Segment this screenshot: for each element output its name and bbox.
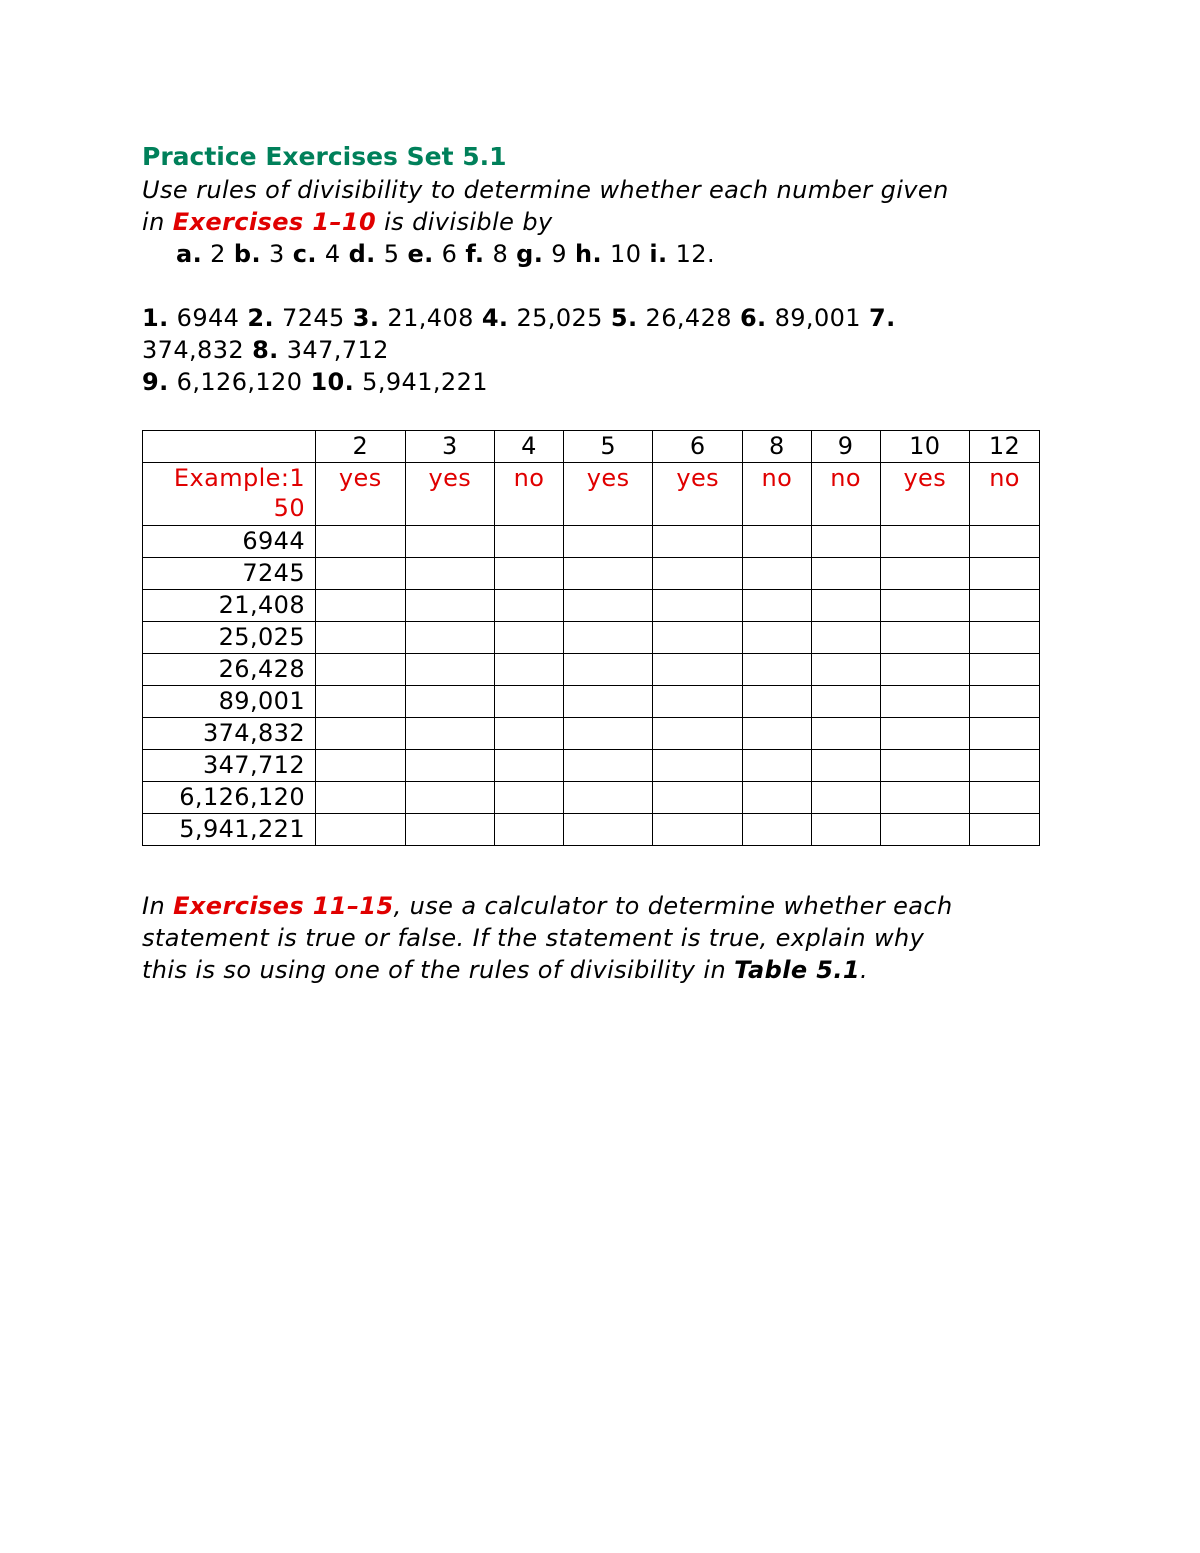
answer-cell[interactable] (970, 750, 1040, 782)
instructions-suffix: is divisible by (376, 208, 553, 236)
answer-cell[interactable] (970, 590, 1040, 622)
exercise-number: 10. (310, 368, 355, 396)
answer-cell[interactable] (880, 622, 970, 654)
exercise-value: 6944 (168, 304, 248, 332)
answer-cell[interactable] (563, 526, 653, 558)
answer-cell[interactable] (563, 782, 653, 814)
exercise-list-line-3 (142, 366, 1062, 398)
answer-cell[interactable] (653, 718, 743, 750)
example-answer: no (495, 463, 564, 526)
answer-cell[interactable] (880, 654, 970, 686)
divisor-letter: d. (348, 240, 376, 268)
closing-line-2: statement is true or false. If the statement is true, explain why (142, 924, 925, 952)
answer-cell[interactable] (405, 590, 495, 622)
divisor-column-header: 12 (970, 431, 1040, 463)
answer-cell[interactable] (316, 782, 406, 814)
closing-line-1-rest: , use a calculator to determine whether each (393, 892, 953, 920)
divisor-value: 2 (202, 240, 234, 268)
answer-cell[interactable] (563, 686, 653, 718)
divisibility-table (142, 430, 1040, 846)
exercise-value: 5,941,221 (354, 368, 488, 396)
divisor-letter: f. (465, 240, 485, 268)
divisor-column-header: 8 (742, 431, 811, 463)
answer-cell[interactable] (653, 622, 743, 654)
answer-cell[interactable] (495, 590, 564, 622)
table-row (143, 654, 1040, 686)
answer-cell[interactable] (563, 558, 653, 590)
row-number-label: 6,126,120 (143, 782, 316, 814)
instructions-prefix: in (142, 208, 173, 236)
answer-cell[interactable] (880, 718, 970, 750)
divisors-list (142, 238, 1062, 270)
answer-cell[interactable] (742, 814, 811, 846)
answer-cell[interactable] (316, 558, 406, 590)
table-row (143, 782, 1040, 814)
exercise-number: 9. (142, 368, 169, 396)
example-answer: yes (316, 463, 406, 526)
answer-cell[interactable] (811, 814, 880, 846)
answer-cell[interactable] (811, 782, 880, 814)
table-header-row (143, 431, 1040, 463)
answer-cell[interactable] (742, 654, 811, 686)
answer-cell[interactable] (495, 622, 564, 654)
answer-cell[interactable] (405, 814, 495, 846)
example-answer: no (811, 463, 880, 526)
answer-cell[interactable] (970, 654, 1040, 686)
example-row (143, 463, 1040, 526)
divisor-value: 8 (484, 240, 517, 268)
example-answer: yes (880, 463, 970, 526)
table-row (143, 558, 1040, 590)
answer-cell[interactable] (811, 558, 880, 590)
answer-cell[interactable] (653, 590, 743, 622)
answer-cell[interactable] (742, 622, 811, 654)
divisor-letter: e. (407, 240, 434, 268)
exercise-value: 7245 (274, 304, 353, 332)
divisor-value: 6 (433, 240, 466, 268)
answer-cell[interactable] (316, 590, 406, 622)
answer-cell[interactable] (316, 654, 406, 686)
divisor-letter: b. (233, 240, 261, 268)
row-number-label: 26,428 (143, 654, 316, 686)
exercise-number: 5. (610, 304, 638, 332)
answer-cell[interactable] (563, 718, 653, 750)
answer-cell[interactable] (563, 750, 653, 782)
answer-cell[interactable] (653, 782, 743, 814)
answer-cell[interactable] (653, 750, 743, 782)
answer-cell[interactable] (880, 750, 970, 782)
row-number-label: 89,001 (143, 686, 316, 718)
answer-cell[interactable] (316, 814, 406, 846)
divisor-value: 4 (316, 240, 349, 268)
answer-cell[interactable] (742, 750, 811, 782)
answer-cell[interactable] (316, 622, 406, 654)
divisor-column-header: 10 (880, 431, 970, 463)
row-number-label: 347,712 (143, 750, 316, 782)
table-row (143, 526, 1040, 558)
exercise-number: 1. (142, 304, 169, 332)
example-answer: yes (653, 463, 743, 526)
divisor-letter: c. (292, 240, 317, 268)
spacer (142, 270, 1062, 302)
exercise-number: 3. (352, 304, 380, 332)
divisor-column-header: 5 (563, 431, 653, 463)
row-number-label: 6944 (143, 526, 316, 558)
answer-cell[interactable] (495, 750, 564, 782)
divisor-column-header: 9 (811, 431, 880, 463)
answer-cell[interactable] (970, 814, 1040, 846)
table-row (143, 590, 1040, 622)
exercise-number: 6. (739, 304, 767, 332)
answer-cell[interactable] (970, 718, 1040, 750)
answer-cell[interactable] (495, 782, 564, 814)
row-number-label: 374,832 (143, 718, 316, 750)
page-title: Practice Exercises Set 5.1 (142, 142, 507, 171)
answer-cell[interactable] (880, 782, 970, 814)
divisor-column-header: 4 (495, 431, 564, 463)
answer-cell[interactable] (405, 686, 495, 718)
answer-cell[interactable] (880, 814, 970, 846)
answer-cell[interactable] (811, 526, 880, 558)
answer-cell[interactable] (742, 558, 811, 590)
divisor-letter: g. (516, 240, 544, 268)
closing-prefix: In (142, 892, 174, 920)
header-corner-cell (143, 431, 316, 463)
example-label (143, 463, 316, 526)
exercise-value: 347,712 (278, 336, 389, 364)
exercise-number: 4. (481, 304, 509, 332)
exercise-number: 7. (869, 304, 896, 332)
answer-cell[interactable] (653, 814, 743, 846)
table-row (143, 686, 1040, 718)
answer-cell[interactable] (316, 526, 406, 558)
table-row (143, 750, 1040, 782)
row-number-label: 21,408 (143, 590, 316, 622)
answer-cell[interactable] (811, 622, 880, 654)
exercise-value: 21,408 (379, 304, 482, 332)
answer-cell[interactable] (653, 526, 743, 558)
answer-cell[interactable] (563, 590, 653, 622)
closing-line-3-suffix: . (859, 956, 869, 984)
exercises-reference: Exercises 1–10 (172, 208, 377, 236)
exercise-list-line-2 (142, 334, 1062, 366)
exercise-value: 25,025 (508, 304, 611, 332)
answer-cell[interactable] (495, 558, 564, 590)
divisor-letter: i. (649, 240, 668, 268)
answer-cell[interactable] (970, 686, 1040, 718)
answer-cell[interactable] (563, 622, 653, 654)
answer-cell[interactable] (405, 558, 495, 590)
divisor-letter: h. (575, 240, 603, 268)
answer-cell[interactable] (405, 622, 495, 654)
answer-cell[interactable] (970, 526, 1040, 558)
answer-cell[interactable] (811, 686, 880, 718)
exercise-value: 6,126,120 (168, 368, 311, 396)
divisor-value: 12. (667, 240, 715, 268)
exercise-value: 374,832 (142, 336, 253, 364)
answer-cell[interactable] (405, 750, 495, 782)
answer-cell[interactable] (495, 718, 564, 750)
answer-cell[interactable] (880, 558, 970, 590)
instructions-line-2 (142, 206, 1062, 238)
row-number-label: 25,025 (143, 622, 316, 654)
answer-cell[interactable] (563, 654, 653, 686)
exercise-list-line-1 (142, 302, 1062, 334)
answer-cell[interactable] (495, 814, 564, 846)
answer-cell[interactable] (653, 686, 743, 718)
answer-cell[interactable] (316, 718, 406, 750)
answer-cell[interactable] (405, 782, 495, 814)
answer-cell[interactable] (880, 526, 970, 558)
divisor-column-header: 3 (405, 431, 495, 463)
table-reference: Table 5.1 (734, 956, 860, 984)
divisor-column-header: 6 (653, 431, 743, 463)
example-answer: no (742, 463, 811, 526)
answer-cell[interactable] (405, 526, 495, 558)
answer-cell[interactable] (742, 782, 811, 814)
divisor-value: 5 (375, 240, 408, 268)
answer-cell[interactable] (811, 718, 880, 750)
answer-cell[interactable] (970, 782, 1040, 814)
answer-cell[interactable] (495, 686, 564, 718)
closing-line-3-prefix: this is so using one of the rules of divisibility in (142, 956, 735, 984)
answer-cell[interactable] (405, 718, 495, 750)
answer-cell[interactable] (495, 526, 564, 558)
answer-cell[interactable] (495, 654, 564, 686)
answer-cell[interactable] (880, 686, 970, 718)
closing-line-1 (142, 890, 1072, 922)
example-label-line-1: Example:1 (173, 464, 305, 492)
answer-cell[interactable] (970, 558, 1040, 590)
table-row (143, 718, 1040, 750)
answer-cell[interactable] (405, 654, 495, 686)
divisor-value: 10 (602, 240, 650, 268)
answer-cell[interactable] (742, 718, 811, 750)
example-answer: yes (405, 463, 495, 526)
answer-cell[interactable] (653, 558, 743, 590)
exercise-value: 26,428 (637, 304, 740, 332)
row-number-label: 7245 (143, 558, 316, 590)
answer-cell[interactable] (811, 654, 880, 686)
answer-cell[interactable] (563, 814, 653, 846)
example-answer: no (970, 463, 1040, 526)
row-number-label: 5,941,221 (143, 814, 316, 846)
answer-cell[interactable] (653, 654, 743, 686)
answer-cell[interactable] (742, 590, 811, 622)
answer-cell[interactable] (316, 686, 406, 718)
table-row (143, 622, 1040, 654)
answer-cell[interactable] (811, 750, 880, 782)
divisor-value: 9 (543, 240, 575, 268)
answer-cell[interactable] (742, 686, 811, 718)
example-label-line-2: 50 (273, 494, 305, 522)
closing-exercises-reference: Exercises 11–15 (173, 892, 394, 920)
closing-instructions (142, 890, 1072, 986)
exercise-header (142, 140, 1062, 398)
answer-cell[interactable] (880, 590, 970, 622)
closing-line-3 (142, 954, 1072, 986)
table-row (143, 814, 1040, 846)
example-answer: yes (563, 463, 653, 526)
divisor-value: 3 (260, 240, 293, 268)
divisor-letter: a. (176, 240, 203, 268)
exercise-number: 2. (247, 304, 274, 332)
answer-cell[interactable] (811, 590, 880, 622)
answer-cell[interactable] (316, 750, 406, 782)
instructions-line-1: Use rules of divisibility to determine whether each number given (142, 176, 949, 204)
exercise-number: 8. (252, 336, 279, 364)
answer-cell[interactable] (742, 526, 811, 558)
exercise-value: 89,001 (766, 304, 869, 332)
answer-cell[interactable] (970, 622, 1040, 654)
divisor-column-header: 2 (316, 431, 406, 463)
